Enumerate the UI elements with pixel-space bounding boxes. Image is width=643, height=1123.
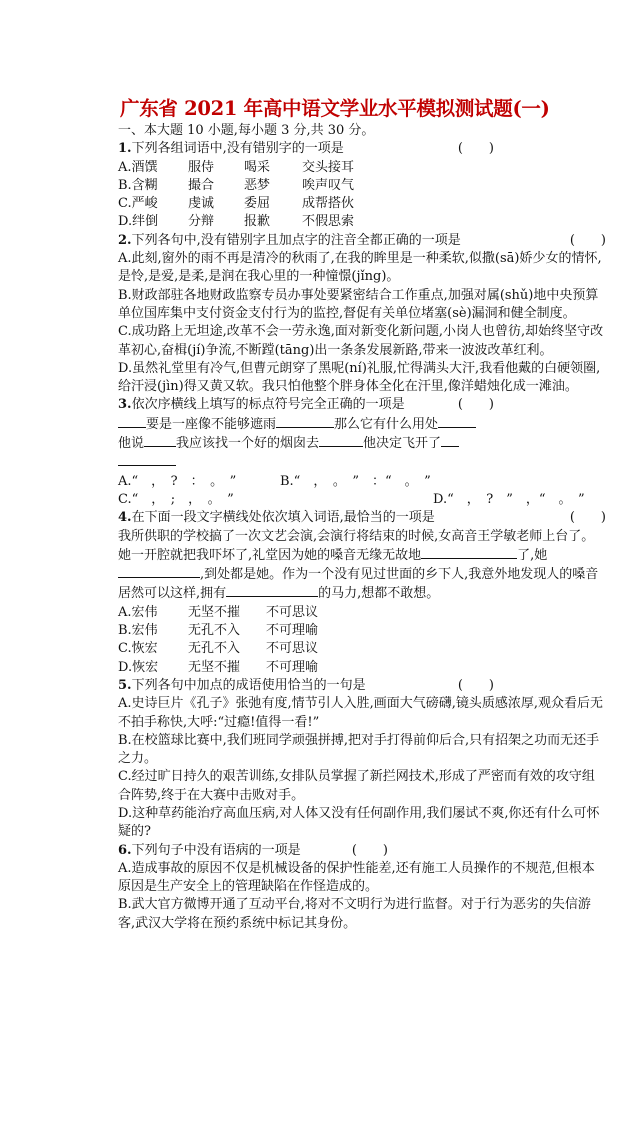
fill-blank [118, 565, 200, 578]
question-3-passage-line-2: 他说 我应该找一个好的烟囱去 他决定飞开了 [118, 434, 606, 453]
question-1-stem: 1.下列各组词语中,没有错别字的一项是 ( ) [118, 140, 494, 158]
fill-blank [421, 546, 517, 559]
fill-blank [441, 434, 459, 447]
fill-blank [144, 434, 176, 447]
answer-paren: ( ) [569, 510, 606, 526]
fill-blank [118, 415, 146, 428]
question-5-option-a: A.史诗巨片《孔子》张弛有度,情节引人入胜,画面大气磅礴,镜头质感浓厚,观众看后无不拍手称快,大呼:“过瘾!值得一看!” [118, 696, 604, 730]
exam-content [118, 96, 606, 933]
fill-blank [118, 453, 176, 466]
question-4-option-a: A.宏伟 无坚不摧 不可思议 [118, 604, 319, 620]
question-3-options-ab: A.“ ， ? ： 。 ” B.“ ， 。 ” ：“ 。 ” [118, 473, 431, 489]
answer-paren: ( ) [351, 842, 388, 858]
question-4-passage: 我所供职的学校搞了一次文艺会演,会演行将结束的时候,女高音王学敏老师上台了。她一开腔就把我吓坏了,礼堂因为她的嗓音无缘无故地 了,她,到处都是她。作为一个没有见过世面的乡下人,我意外地发现人的嗓音居然可以这样,拥有 的马力,想都不敢想。 [118, 528, 599, 602]
section-header: 一、本大题 10 小题,每小题 3 分,共 30 分。 [118, 123, 375, 138]
question-4-option-b: B.宏伟 无孔不入 不可理喻 [118, 623, 319, 639]
fill-blank [276, 415, 334, 428]
question-2-option-c: C.成功路上无坦途,改革不会一劳永逸,面对新变化新问题,小岗人也曾彷,却始终坚守改革初心,奋楫(jí)争流,不断蹚(tāng)出一条条发展新路,带来一波波改革红利。 [118, 324, 604, 358]
answer-paren: ( ) [457, 141, 494, 157]
question-1-option-b: B.含糊 撮合 恶梦 唉声叹气 [118, 177, 355, 193]
question-6-stem: 6.下列句子中没有语病的一项是 ( ) [118, 842, 388, 860]
question-3-stem: 3.依次序横线上填写的标点符号完全正确的一项是 ( ) [118, 396, 494, 414]
exam-title: 广东省 2021 年高中语文学业水平模拟测试题(一) [120, 97, 550, 120]
question-4-option-d: D.恢宏 无坚不摧 不可理喻 [118, 659, 319, 675]
question-5-option-c: C.经过旷日持久的艰苦训练,女排队员掌握了新拦网技术,形成了严密而有效的攻守组合阵势,终于在大赛中击败对手。 [118, 769, 595, 803]
question-5-stem: 5.下列各句中加点的成语使用恰当的一句是 ( ) [118, 677, 494, 695]
question-3-passage-line-1: 要是一座像不能够遮雨 那么它有什么用处 [118, 415, 606, 434]
answer-paren: ( ) [569, 232, 606, 248]
question-2-option-a: A.此刻,窗外的雨不再是清冷的秋雨了,在我的眸里是一种柔软,似撒(sā)娇少女的情怀,是怜,是爱,是柔,是润在我心里的一种憧憬(jǐng)。 [118, 251, 602, 285]
question-3-passage-line-3 [118, 453, 606, 472]
question-5-option-b: B.在校篮球比赛中,我们班同学顽强拼搏,把对手打得前仰后合,只有招架之功而无还手之力。 [118, 732, 600, 767]
question-1-option-c: C.严峻 虔诚 委屈 成帮搭伙 [118, 196, 355, 212]
answer-paren: ( ) [457, 677, 494, 693]
question-2-option-d: D.虽然礼堂里有冷气,但曹元朗穿了黑呢(ní)礼服,忙得满头大汗,我看他戴的白硬领圈,给汗浸(jìn)得又黄又软。我只怕他整个胖身体全化在汗里,像洋蜡烛化成一滩油。 [118, 360, 601, 395]
answer-paren: ( ) [457, 397, 494, 413]
question-2-stem: 2.下列各句中,没有错别字且加点字的注音全都正确的一项是 ( ) [118, 232, 606, 250]
fill-blank [226, 584, 318, 597]
question-5-option-d: D.这种草药能治疗高血压病,对人体又没有任何副作用,我们屡试不爽,你还有什么可怀疑的? [118, 805, 600, 840]
question-4-stem: 4.在下面一段文字横线处依次填入词语,最恰当的一项是 ( ) [118, 509, 606, 527]
question-6-option-a: A.造成事故的原因不仅是机械设备的保护性能差,还有施工人员操作的不规范,但根本原因是生产安全上的管理缺陷在作怪造成的。 [118, 860, 595, 895]
fill-blank [319, 434, 363, 447]
question-1-option-a: A.酒馔 服侍 喝采 交头接耳 [118, 159, 355, 175]
question-2-option-b: B.财政部驻各地财政监察专员办事处要紧密结合工作重点,加强对属(shǔ)地中央预算单位国库集中支付资金支付行为的监控,督促有关单位堵塞(sè)漏洞和健全制度。 [118, 287, 599, 321]
fill-blank [438, 415, 476, 428]
question-1-option-d: D.绊倒 分辩 报歉 不假思索 [118, 214, 355, 230]
question-6-option-b: B.武大官方微博开通了互动平台,将对不文明行为进行监督。对于行为恶劣的失信游客,武汉大学将在预约系统中标记其身份。 [118, 897, 591, 931]
question-4-option-c: C.恢宏 无孔不入 不可思议 [118, 641, 319, 657]
question-3-options-cd: C.“ ， ; ， 。 ” D.“ ， ? ” ，“ 。 ” [118, 491, 585, 507]
